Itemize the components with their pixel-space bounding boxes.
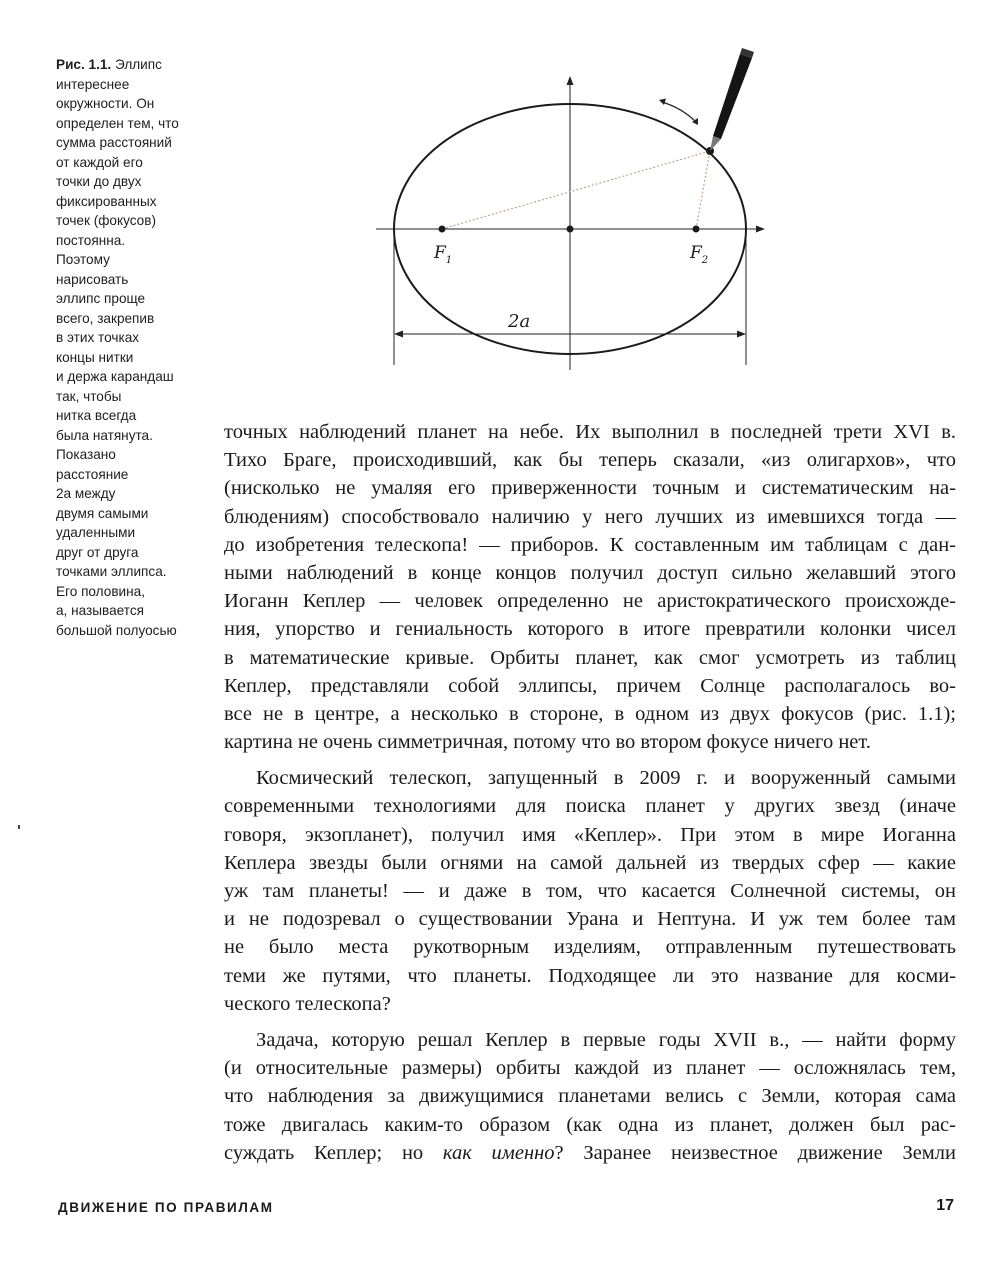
paragraph-line: (и относительные размеры) орбиты каждой из планет — осложнялась тем, — [224, 1057, 956, 1080]
paragraph-line: тоже двигалась каким-то образом (как одна из планет, должен был рас- — [224, 1113, 956, 1136]
focus-point-2 — [693, 226, 700, 233]
caption-line: двумя самыми — [56, 505, 149, 521]
caption-line: удаленными — [56, 525, 136, 540]
body-text — [224, 418, 956, 1167]
caption-line: в этих точках — [56, 330, 140, 345]
scan-speck — [18, 825, 20, 829]
caption-line: точек (фокусов) — [56, 213, 156, 228]
caption-line: нарисовать — [56, 271, 129, 287]
caption-first-line — [56, 55, 206, 75]
focus-point-1 — [439, 226, 446, 233]
paragraph-line: уж там планеты! — и даже в том, что касается Солнечной системы, он — [224, 880, 956, 902]
string-line-right — [696, 151, 710, 229]
paragraph-2 — [224, 764, 956, 1026]
caption-label: Рис. 1.1. — [56, 57, 112, 72]
figure-caption — [56, 55, 206, 640]
caption-line: постоянна. — [56, 232, 126, 248]
string-line-left — [442, 151, 710, 229]
paragraph-1 — [224, 418, 956, 764]
caption-first-line-text: Эллипс — [115, 57, 162, 72]
running-footer-title: ДВИЖЕНИЕ ПО ПРАВИЛАМ — [58, 1200, 274, 1215]
caption-line: концы нитки — [56, 349, 134, 365]
motion-arc — [662, 102, 696, 122]
paragraph-line: ческого телескопа? — [224, 992, 391, 1015]
caption-line: от каждой его — [56, 154, 143, 170]
caption-line: большой полуосью — [56, 622, 177, 638]
caption-line: точками эллипса. — [56, 564, 167, 579]
vertical-axis-arrow — [567, 76, 574, 85]
caption-line: эллипс проще — [56, 291, 146, 306]
caption-line: фиксированных — [56, 193, 157, 209]
caption-line: интереснее — [56, 76, 130, 92]
paragraph-line: современными технологиями для поиска планет у других звезд (иначе — [224, 795, 956, 818]
paragraph-line: до изобретения телескопа! — приборов. К составленным им таблицам с дан- — [224, 533, 956, 556]
paragraph-line: Тихо Браге, происходивший, как бы теперь сказали, «из олигархов», что — [224, 449, 956, 472]
paragraph-line: что наблюдения за движущимися планетами велись с Земли, которая сама — [224, 1085, 956, 1108]
dimension-arrow-right — [737, 331, 746, 338]
paragraph-line: блюдениям) способствовало наличию у него лучших из имевшихся тогда — — [224, 505, 956, 528]
ellipse-diagram — [360, 40, 780, 380]
caption-line: Его половина, — [56, 583, 145, 599]
paragraph-line: в математические кривые. Орбиты планет, как смог усмотреть из таблиц — [224, 646, 956, 669]
center-point — [567, 226, 574, 233]
focus-2-label: $F_2$ — [690, 243, 709, 266]
caption-line: расстояние — [56, 466, 129, 482]
paragraph-line: Кеплера звезды были огнями на самой дальней из твердых сфер — какие — [224, 851, 956, 874]
caption-line: была натянута. — [56, 427, 153, 443]
paragraph-line: теми же путями, что планеты. Подходящее ли это название для косми- — [224, 964, 956, 987]
emphasis: как именно — [442, 1141, 555, 1164]
distance-label: 2a — [508, 311, 531, 332]
paragraph-line: суждать Кеплер; но как именно? Заранее неизвестное движение Земли — [224, 1141, 956, 1164]
paragraph-line: Кеплер, представляли собой эллипсы, причем Солнце располагалось во- — [224, 674, 956, 697]
pencil-icon — [710, 48, 754, 151]
caption-line: окружности. Он — [56, 96, 155, 111]
dimension-arrow-left — [394, 331, 403, 338]
motion-arrow-start — [659, 99, 666, 106]
horizontal-axis-arrow — [756, 226, 765, 233]
caption-line: всего, закрепив — [56, 310, 155, 326]
caption-lines — [56, 75, 206, 641]
paragraph-line: картина не очень симметричная, потому что во втором фокусе ничего нет. — [224, 731, 871, 754]
caption-line: 2a между — [56, 486, 116, 501]
caption-line: нитка всегда — [56, 408, 137, 423]
ellipse-figure — [360, 40, 780, 380]
paragraph-line: Иоганн Кеплер — человек определенно не аристократического происхожде- — [224, 590, 956, 613]
caption-line: Поэтому — [56, 252, 110, 267]
paragraph-line: говоря, экзопланет), получил имя «Кеплер». При этом в мире Иоганна — [224, 823, 956, 846]
page-number: 17 — [936, 1197, 954, 1214]
caption-line: a, называется — [56, 603, 145, 618]
paragraph-line: Задача, которую решал Кеплер в первые годы XVII в., — найти форму — [256, 1028, 956, 1051]
paragraph-3 — [224, 1026, 956, 1167]
caption-line: так, чтобы — [56, 388, 122, 404]
paragraph-line: ния, упорство и гениальность которого в итоге превратили колонки чисел — [224, 618, 956, 641]
caption-line: друг от друга — [56, 544, 139, 560]
paragraph-line: не было места рукотворным изделиям, отправленным путешествовать — [224, 936, 956, 959]
paragraph-line: Космический телескоп, запущенный в 2009 г. и вооруженный самыми — [256, 767, 956, 790]
paragraph-line: (нисколько не умаляя его приверженности точным и систематическим на- — [224, 477, 956, 500]
focus-1-label: $F_1$ — [434, 243, 453, 266]
caption-line: Показано — [56, 447, 116, 462]
caption-line: и держа карандаш — [56, 369, 174, 384]
paragraph-line: все не в центре, а несколько в стороне, в одном из двух фокусов (рис. 1.1); — [224, 702, 956, 725]
caption-line: точки до двух — [56, 174, 142, 189]
caption-line: сумма расстояний — [56, 135, 172, 150]
paragraph-line: ными наблюдений в конце концов получил доступ сильно желавший этого — [224, 561, 956, 584]
caption-line: определен тем, что — [56, 115, 179, 131]
paragraph-line: точных наблюдений планет на небе. Их выполнил в последней трети XVI в. — [224, 421, 956, 443]
paragraph-line: и не подозревал о существовании Урана и Нептуна. И уж тем более там — [224, 908, 956, 931]
